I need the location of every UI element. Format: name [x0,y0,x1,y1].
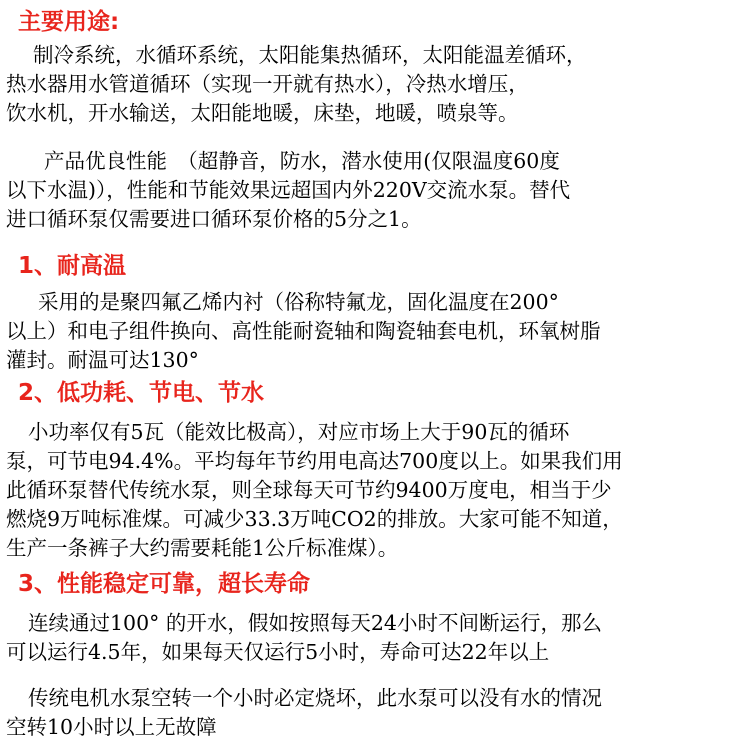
text-line: 连续通过100° 的开水，假如按照每天24小时不间断运行，那么 [28,611,602,635]
section-heading-1: 1、耐高温 [18,253,127,279]
text-line: 以下水温)），性能和节能效果远超国内外220V交流水泵。替代 [6,178,571,202]
text-line: 以上）和电子组件换向、高性能耐瓷轴和陶瓷轴套电机，环氧树脂 [6,319,601,343]
text-line: 产品优良性能 （超静音，防水，潜水使用(仅限温度60度 [44,149,560,173]
text-line: 传统电机水泵空转一个小时必定烧坏，此水泵可以没有水的情况 [28,686,602,710]
summary-paragraph [6,147,570,234]
section-heading-2: 2、低功耗、节电、节水 [18,380,265,406]
text-line: 饮水机，开水输送，太阳能地暖，床垫，地暖，喷泉等。 [6,101,519,125]
section-3-paragraph [6,609,602,667]
section-heading-3: 3、性能稳定可靠，超长寿命 [18,571,311,597]
text-line: 制冷系统，水循环系统，太阳能集热循环，太阳能温差循环， [33,43,587,67]
text-line: 空转10小时以上无故障 [6,715,217,739]
text-line: 此循环泵替代传统水泵，则全球每天可节约9400万度电，相当于少 [6,478,612,502]
text-line: 小功率仅有5瓦（能效比极高），对应市场上大于90瓦的循环 [28,420,570,444]
closing-paragraph [6,684,602,742]
page-title: 主要用途: [18,9,120,35]
text-line: 生产一条裤子大约需要耗能1公斤标准煤）。 [6,536,399,560]
text-line: 泵，可节电94.4%。平均每年节约用电高达700度以上。如果我们用 [6,449,623,473]
section-1-paragraph [6,288,601,375]
section-2-paragraph [6,418,623,563]
text-line: 可以运行4.5年，如果每天仅运行5小时，寿命可达22年以上 [6,640,550,664]
text-line: 进口循环泵仅需要进口循环泵价格的5分之1。 [6,207,422,231]
text-line: 燃烧9万吨标准煤。可减少33.3万吨CO2的排放。大家可能不知道， [6,507,623,531]
intro-paragraph [6,41,587,128]
text-line: 灌封。耐温可达130° [6,348,199,372]
text-line: 采用的是聚四氟乙烯内衬（俗称特氟龙，固化温度在200° [38,290,559,314]
text-line: 热水器用水管道循环（实现一开就有热水），冷热水增压， [6,72,529,96]
